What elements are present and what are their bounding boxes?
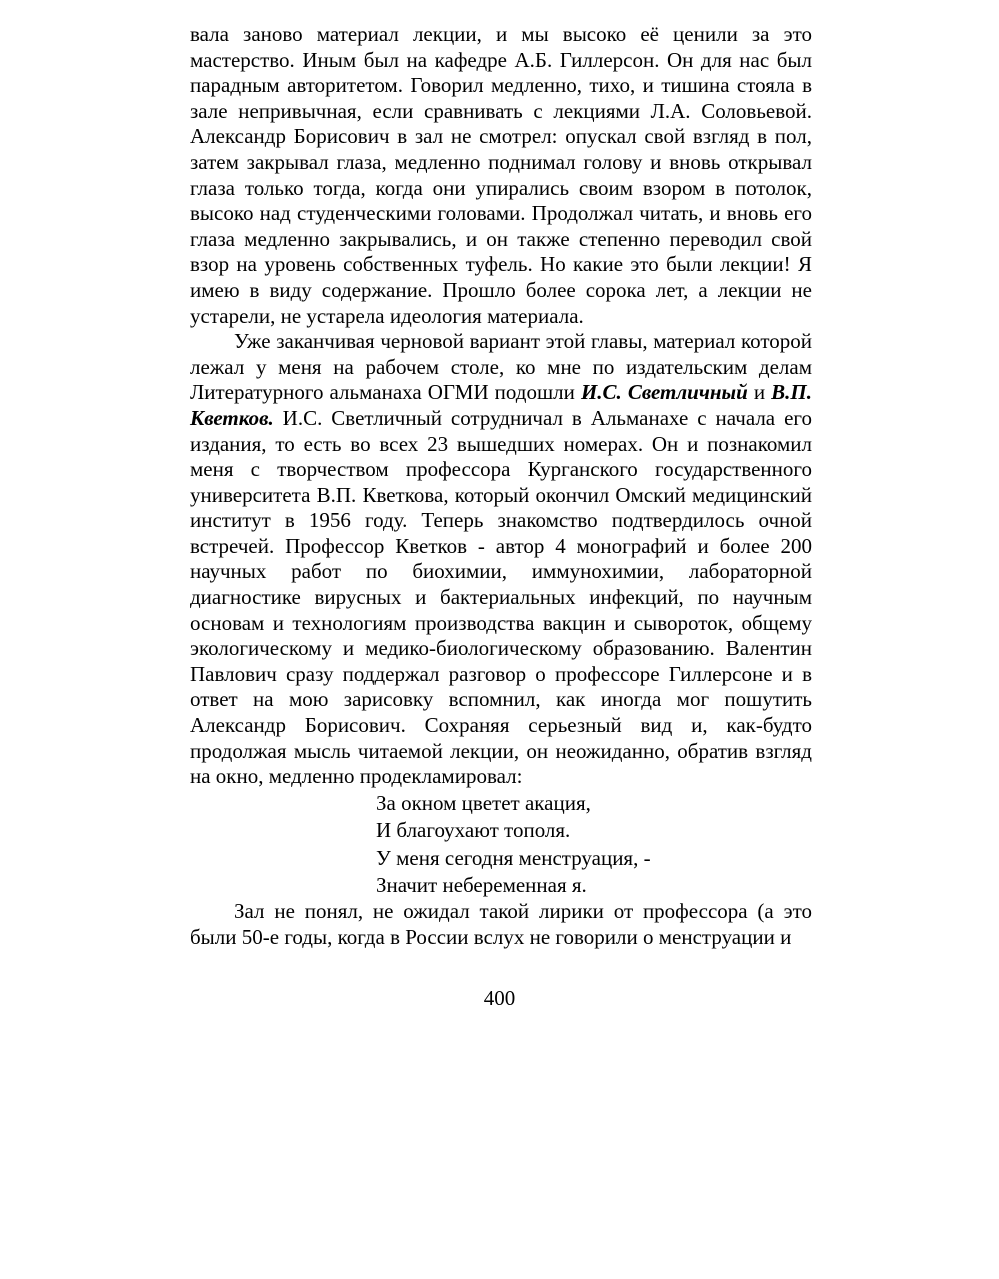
page-number: 400 <box>483 986 516 1010</box>
verse-line: И благоухают тополя. <box>376 818 571 843</box>
paragraph-text: Уже заканчивая черновой вариант этой главы, материал которой лежал у меня на рабочем столе, ко мне по издательским делам Литературного альманаха ОГМИ подошли <box>190 329 812 405</box>
verse-line: У меня сегодня менструация, - <box>376 845 651 870</box>
verse-line: За окном цветет акация, <box>376 790 591 815</box>
paragraph-text: И.С. Светличный сотрудничал в Альманахе с начала его издания, то есть во всех 23 вышедших номерах. Он и познакомил меня с творчеством профессора Курганского государственного университета В.П. Кветкова, который окончил Омский медицинский институт в 1956 году. Теперь знакомство подтвердилось очной встречей. Профессор Кветков - автор 4 монографий и более 200 научных работ по биохимии, иммунохимии, лабораторной диагностике вирусных и бактериальных инфекций, по научным основам и технологиям производства вакцин и сывороток, общему экологическому и медико-биологическому образованию. Валентин Павлович сразу поддержал разговор о профессоре Гиллерсоне и в ответ на мою зарисовку вспомнил, как иногда мог пошутить Александр Борисович. Сохраняя серьезный вид и, как-будто продолжая мысль читаемой лекции, он неожиданно, обратив взгляд на окно, медленно продекламировал: <box>190 405 812 789</box>
paragraph-audience-reaction: Зал не понял, не ожидал такой лирики от профессора (а это были 50-е годы, когда в России вслух не говорили о менструации и <box>190 899 812 950</box>
author-name-svetlichny: И.С. Светличный <box>580 380 748 405</box>
verse-line: Значит небеременная я. <box>376 873 587 898</box>
author-name-kvetkov: В.П. Кветков. <box>190 380 812 430</box>
paragraph-kvetkov-meeting <box>190 329 812 790</box>
page-body <box>190 22 812 951</box>
paragraph-gillerson-lectures: вала заново материал лекции, и мы высоко её ценили за это мастерство. Иным был на кафедре А.Б. Гиллерсон. Он для нас был парадным авторитетом. Говорил медленно, тихо, и тишина стояла в зале непривычная, если сравнивать с лекциями Л.А. Соловьевой. Александр Борисович в зал не смотрел: опускал свой взгляд в пол, затем закрывал глаза, медленно поднимал голову и вновь открывал глаза только тогда, когда они упирались своим взором в потолок, высоко над студенческими головами. Продолжал читать, и вновь его глаза медленно закрывались, и он также степенно переводил свой взор на уровень собственных туфель. Но какие это были лекции! Я имею в виду содержание. Прошло более сорока лет, а лекции не устарели, не устарела идеология материала. <box>190 22 812 328</box>
paragraph-text: и <box>747 380 772 405</box>
poem-verse <box>376 790 812 900</box>
